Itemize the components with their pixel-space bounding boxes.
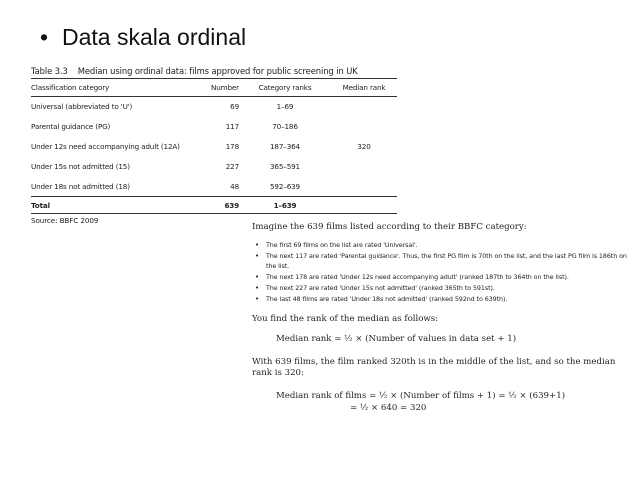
median-rank-calculation (276, 390, 632, 414)
cell-category-ranks: 1–69 (276, 102, 294, 112)
bullet-dot: • (255, 284, 260, 292)
cell-number: 178 (225, 142, 239, 151)
cell-median-rank (331, 117, 397, 137)
cell-category: Under 12s need accompanying adult (12A) (31, 142, 180, 151)
median-rank-formula: Median rank = ½ × (Number of values in data set + 1) (276, 334, 517, 344)
cell-category-ranks: 365–591 (270, 162, 300, 171)
cell-category: Under 15s not admitted (15) (31, 162, 130, 171)
calculation-line-1: Median rank of films = ½ × (Number of films + 1) = ½ × (639+1) (276, 391, 566, 401)
list-item-text: The next 227 are rated 'Under 15s not admitted' (ranked 365th to 591st). (266, 284, 495, 292)
table-row (31, 97, 397, 117)
cell-median-rank: 320 (357, 142, 371, 151)
cell-number: 69 (230, 102, 239, 112)
cell-category-ranks: 592–639 (270, 181, 300, 191)
header-number: Number (211, 83, 239, 92)
median-explanation (252, 222, 632, 414)
explanation-conclusion: With 639 films, the film ranked 320th is in the middle of the list, and so the median rank is 320: (252, 357, 616, 378)
table-row (31, 117, 397, 137)
list-item (252, 294, 632, 304)
table-caption (31, 64, 397, 78)
list-item-text: The next 117 are rated 'Parental guidance'. Thus, the first PG film is 70th on the list, and the last PG film is 186th on the list. (266, 252, 627, 270)
bullet-dot: • (255, 241, 260, 249)
cell-category: Under 18s not admitted (18) (31, 181, 130, 191)
explanation-find-text: You find the rank of the median as follows: (252, 314, 439, 324)
table-row (31, 157, 397, 177)
bullet-dot: • (255, 252, 260, 260)
cell-median-rank (331, 177, 397, 197)
cell-number: 48 (230, 181, 239, 191)
header-classification-category: Classification category (31, 83, 110, 92)
list-item-text: The last 48 films are rated 'Under 18s not admitted' (ranked 592nd to 639th). (266, 295, 508, 303)
bullet-dot: • (255, 295, 260, 303)
cell-total-number: 639 (224, 200, 239, 210)
cell-total-label: Total (31, 200, 50, 210)
table-row (31, 137, 397, 157)
cell-category: Parental guidance (PG) (31, 122, 111, 131)
bullet-dot: • (255, 273, 260, 281)
table-total-row (31, 197, 397, 214)
header-median-rank: Median rank (342, 83, 386, 92)
cell-category-ranks: 70–186 (272, 122, 298, 131)
cell-median-rank (331, 157, 397, 177)
header-category-ranks: Category ranks (258, 83, 312, 92)
cell-number: 117 (225, 122, 239, 131)
explanation-bullet-list (252, 240, 632, 304)
table-caption-number: Table 3.3 (31, 66, 68, 76)
calculation-line-2: = ½ × 640 = 320 (350, 403, 427, 413)
title-text: Data skala ordinal (62, 24, 247, 50)
table-row (31, 177, 397, 197)
cell-category-ranks: 187–364 (270, 142, 300, 151)
title-bullet: • (40, 24, 49, 50)
list-item-text: The next 178 are rated 'Under 12s need accompanying adult' (ranked 187th to 364th on the list). (266, 273, 569, 281)
table-header-row (31, 79, 397, 97)
list-item (252, 251, 632, 271)
list-item-text: The first 69 films on the list are rated 'Universal'. (266, 241, 418, 249)
table-caption-text: Median using ordinal data: films approved for public screening in UK (77, 66, 358, 76)
cell-number: 227 (225, 162, 239, 171)
cell-median-rank (331, 97, 397, 117)
cell-total-median (331, 197, 397, 214)
list-item (252, 283, 632, 293)
cell-total-ranks: 1–639 (273, 200, 297, 210)
median-table-block (31, 64, 397, 225)
table-source: Source: BBFC 2009 (31, 216, 99, 225)
cell-category: Universal (abbreviated to 'U') (31, 102, 133, 112)
slide-title (40, 24, 246, 51)
median-table (31, 78, 397, 214)
explanation-intro: Imagine the 639 films listed according to their BBFC category: (252, 222, 527, 232)
list-item (252, 272, 632, 282)
list-item (252, 240, 632, 250)
